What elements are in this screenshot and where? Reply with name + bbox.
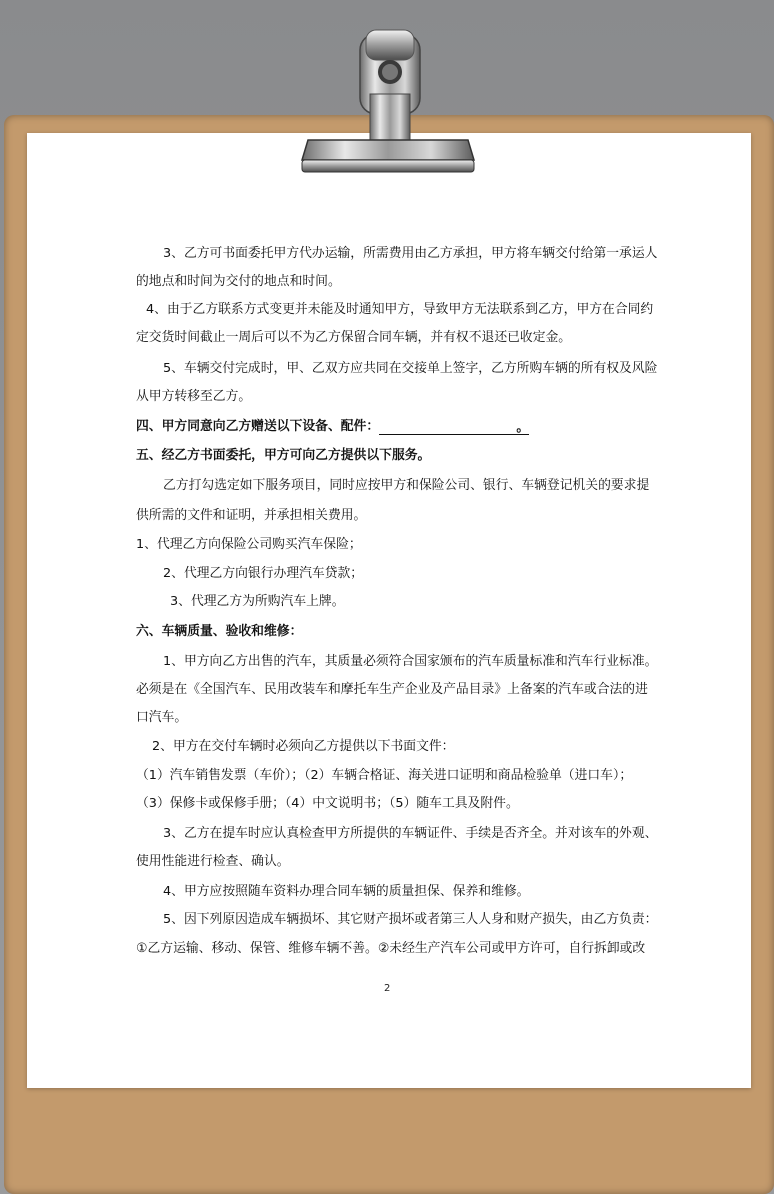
paragraph-line: 5、车辆交付完成时，甲、乙双方应共同在交接单上签字，乙方所购车辆的所有权及风险 (163, 361, 658, 376)
paragraph-line: 3、乙方在提车时应认真检查甲方所提供的车辆证件、手续是否齐全。并对该车的外观、 (163, 826, 658, 841)
list-item: 1、代理乙方向保险公司购买汽车保险； (136, 537, 362, 552)
paragraph-line: 3、乙方可书面委托甲方代办运输，所需费用由乙方承担，甲方将车辆交付给第一承运人 (163, 246, 658, 261)
paragraph-line: 必须是在《全国汽车、民用改装车和摩托车生产企业及产品目录》上备案的汽车或合法的进 (136, 682, 648, 697)
section-heading-quality: 六、车辆质量、验收和维修： (136, 624, 303, 639)
section-heading-services: 五、经乙方书面委托，甲方可向乙方提供以下服务。 (136, 448, 431, 463)
list-item: 3、代理乙方为所购汽车上牌。 (170, 594, 345, 609)
paragraph-line: 定交货时间截止一周后可以不为乙方保留合同车辆，并有权不退还已收定金。 (136, 330, 572, 345)
section-heading-text: 四、甲方同意向乙方赠送以下设备、配件： (136, 419, 380, 434)
paragraph-line: 使用性能进行检查、确认。 (136, 854, 290, 869)
paragraph-line: 4、由于乙方联系方式变更并未能及时通知甲方，导致甲方无法联系到乙方，甲方在合同约 (146, 302, 654, 317)
paragraph-line: 1、甲方向乙方出售的汽车，其质量必须符合国家颁布的汽车质量标准和汽车行业标准。 (163, 654, 658, 669)
list-item: 2、代理乙方向银行办理汽车贷款； (163, 566, 364, 581)
page-number: 2 (384, 983, 391, 994)
list-item: （3）保修卡或保修手册；（4）中文说明书；（5）随车工具及附件。 (136, 796, 519, 811)
paragraph-line: 口汽车。 (136, 710, 188, 725)
paragraph-line: 的地点和时间为交付的地点和时间。 (136, 274, 341, 289)
paragraph-line: 供所需的文件和证明，并承担相关费用。 (136, 508, 367, 523)
paragraph-line: 4、甲方应按照随车资料办理合同车辆的质量担保、保养和维修。 (163, 884, 530, 899)
binder-clip-icon (300, 28, 476, 178)
paragraph-line: 从甲方转移至乙方。 (136, 389, 252, 404)
paragraph-line: 5、因下列原因造成车辆损坏、其它财产损坏或者第三人人身和财产损失，由乙方负责： (163, 912, 658, 927)
section-heading-gifts (136, 419, 656, 435)
gift-blank-end: 。 (516, 420, 530, 435)
gift-blank-line (379, 420, 529, 435)
paragraph-line: 乙方打勾选定如下服务项目，同时应按甲方和保险公司、银行、车辆登记机关的要求提 (163, 478, 650, 493)
paragraph-line: 2、甲方在交付车辆时必须向乙方提供以下书面文件： (152, 739, 455, 754)
paragraph-line: ①乙方运输、移动、保管、维修车辆不善。②未经生产汽车公司或甲方许可，自行拆卸或改 (136, 941, 646, 956)
list-item: （1）汽车销售发票（车价）；（2）车辆合格证、海关进口证明和商品检验单（进口车）； (136, 768, 633, 783)
